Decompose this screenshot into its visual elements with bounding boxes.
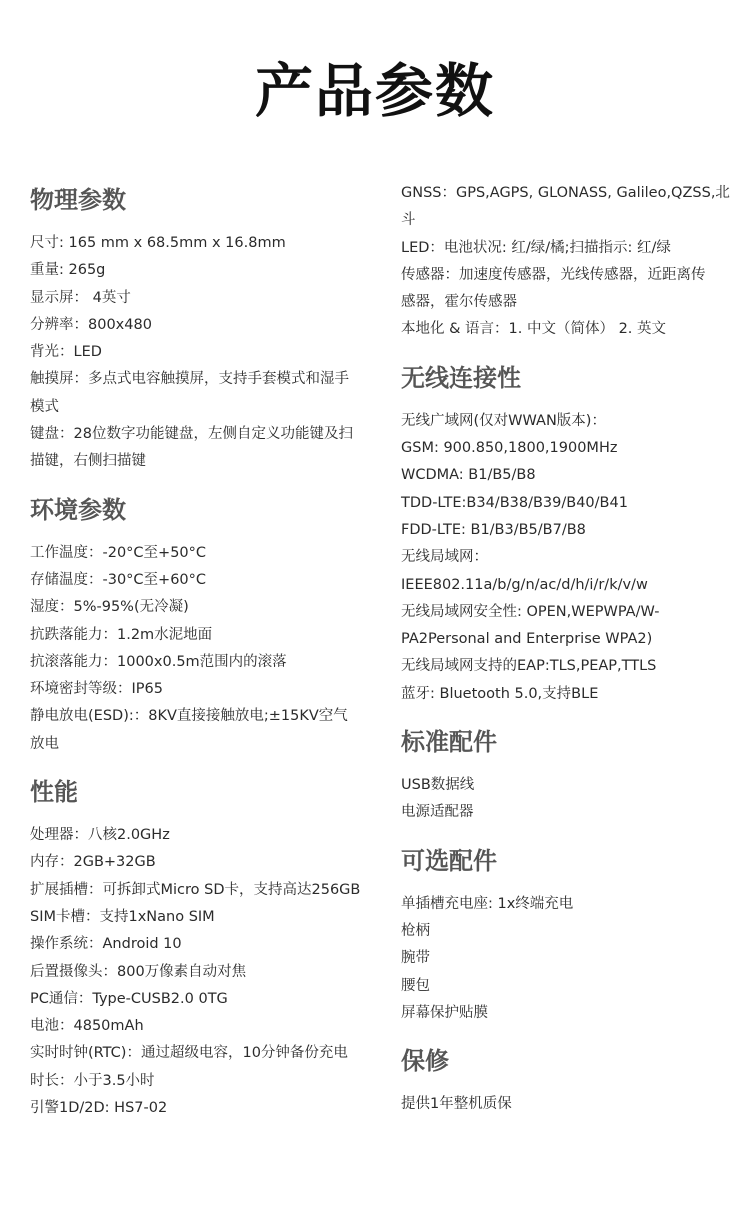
spec-line: 抗跌落能力：1.2m水泥地面: [30, 626, 213, 643]
section-title: 环境参数: [30, 495, 126, 524]
section-title: 物理参数: [30, 186, 126, 214]
spec-line: 抗滚落能力：1000x0.5m范围内的滚落: [30, 653, 287, 670]
spec-line: 模式: [30, 398, 59, 415]
spec-line: 感器，霍尔传感器: [401, 294, 517, 311]
spec-line: 电源适配器: [401, 804, 474, 821]
spec-line: 扩展插槽：可拆卸式Micro SD卡，支持高达256GB: [30, 881, 361, 898]
section-performance: [30, 772, 375, 1122]
spec-line: PA2Personal and Enterprise WPA2): [401, 631, 653, 648]
spec-line: 显示屏： 4英寸: [30, 289, 131, 306]
section-physical: [30, 180, 375, 476]
spec-line: 键盘：28位数字功能键盘，左侧自定义功能键及扫: [30, 426, 353, 443]
spec-line: 背光：LED: [30, 344, 102, 361]
spec-line: 放电: [30, 735, 59, 752]
spec-line: 分辨率：800x480: [30, 316, 152, 333]
spec-line: 单插槽充电座: 1x终端充电: [401, 895, 574, 912]
spec-line: 环境密封等级：IP65: [30, 681, 163, 698]
spec-line: 存储温度：-30°C至+60°C: [30, 571, 207, 588]
section-optional-accessories: [401, 841, 736, 1027]
spec-line: 描键，右侧扫描键: [30, 453, 146, 470]
spec-line: LED：电池状况: 红/绿/橘;扫描指示: 红/绿: [401, 239, 671, 256]
spec-line: 蓝牙: Bluetooth 5.0,支持BLE: [401, 685, 599, 702]
section-title: 性能: [30, 778, 78, 807]
section-title: 保修: [401, 1047, 449, 1076]
spec-line: 尺寸: 165 mm x 68.5mm x 16.8mm: [30, 235, 286, 251]
section-misc: [401, 180, 736, 344]
section-title: 可选配件: [401, 846, 497, 875]
section-standard-accessories: [401, 722, 736, 827]
spec-line: 实时时钟(RTC)：通过超级电容，10分钟备份充电: [30, 1045, 348, 1062]
section-title: 标准配件: [401, 728, 497, 757]
right-column: [401, 180, 736, 1132]
spec-line: 操作系统：Android 10: [30, 936, 182, 953]
spec-line: 无线局域网：: [401, 549, 488, 566]
spec-line: 无线广域网(仅对WWAN版本)：: [401, 412, 606, 429]
spec-line: 引警1D/2D: HS7-02: [30, 1100, 168, 1117]
spec-line: 无线局域网安全性: OPEN,WEPWPA/W-: [401, 603, 660, 620]
section-title: 无线连接性: [401, 363, 521, 392]
spec-line: 传感器：加速度传感器，光线传感器，近距离传: [401, 266, 706, 283]
spec-line: 静电放电(ESD):：8KV直接接触放电;±15KV空气: [30, 708, 348, 725]
section-warranty: [401, 1041, 736, 1118]
spec-line: USB数据线: [401, 777, 475, 794]
spec-line: SIM卡槽：支持1xNano SIM: [30, 908, 215, 925]
spec-line: GSM: 900.850,1800,1900MHz: [401, 440, 618, 457]
spec-line: 湿度：5%-95%(无冷凝): [30, 599, 189, 616]
spec-line: TDD-LTE:B34/B38/B39/B40/B41: [401, 494, 628, 511]
spec-line: PC通信：Type-CUSB2.0 0TG: [30, 990, 228, 1007]
spec-line: 腰包: [401, 977, 430, 994]
spec-line: 斗: [401, 212, 416, 229]
spec-line: 腕带: [401, 950, 430, 967]
spec-line: 内存：2GB+32GB: [30, 854, 156, 871]
section-wireless: [401, 358, 736, 708]
spec-line: 工作温度：-20°C至+50°C: [30, 544, 207, 561]
spec-line: 处理器：八核2.0GHz: [30, 827, 170, 844]
spec-line: 枪柄: [401, 922, 430, 939]
spec-line: IEEE802.11a/b/g/n/ac/d/h/i/r/k/v/w: [401, 576, 648, 593]
spec-line: 提供1年整机质保: [401, 1096, 512, 1113]
spec-line: GNSS：GPS,AGPS, GLONASS, Galileo,QZSS,北: [401, 185, 730, 201]
section-environment: [30, 490, 375, 758]
spec-line: FDD-LTE: B1/B3/B5/B7/B8: [401, 521, 586, 538]
spec-line: 时长：小于3.5小时: [30, 1072, 155, 1089]
spec-line: 重量: 265g: [30, 262, 106, 279]
spec-line: 触摸屏：多点式电容触摸屏，支持手套模式和湿手: [30, 371, 349, 388]
spec-line: 电池：4850mAh: [30, 1018, 144, 1035]
spec-line: 后置摄像头：800万像素自动对焦: [30, 963, 247, 980]
spec-line: WCDMA: B1/B5/B8: [401, 467, 536, 484]
page-title: 产品参数: [254, 57, 495, 125]
left-column: [30, 180, 375, 1136]
spec-line: 无线局域网支持的EAP:TLS,PEAP,TTLS: [401, 658, 657, 675]
spec-line: 本地化 & 语言：1. 中文（简体） 2. 英文: [401, 321, 667, 338]
spec-line: 屏幕保护贴膜: [401, 1004, 488, 1021]
